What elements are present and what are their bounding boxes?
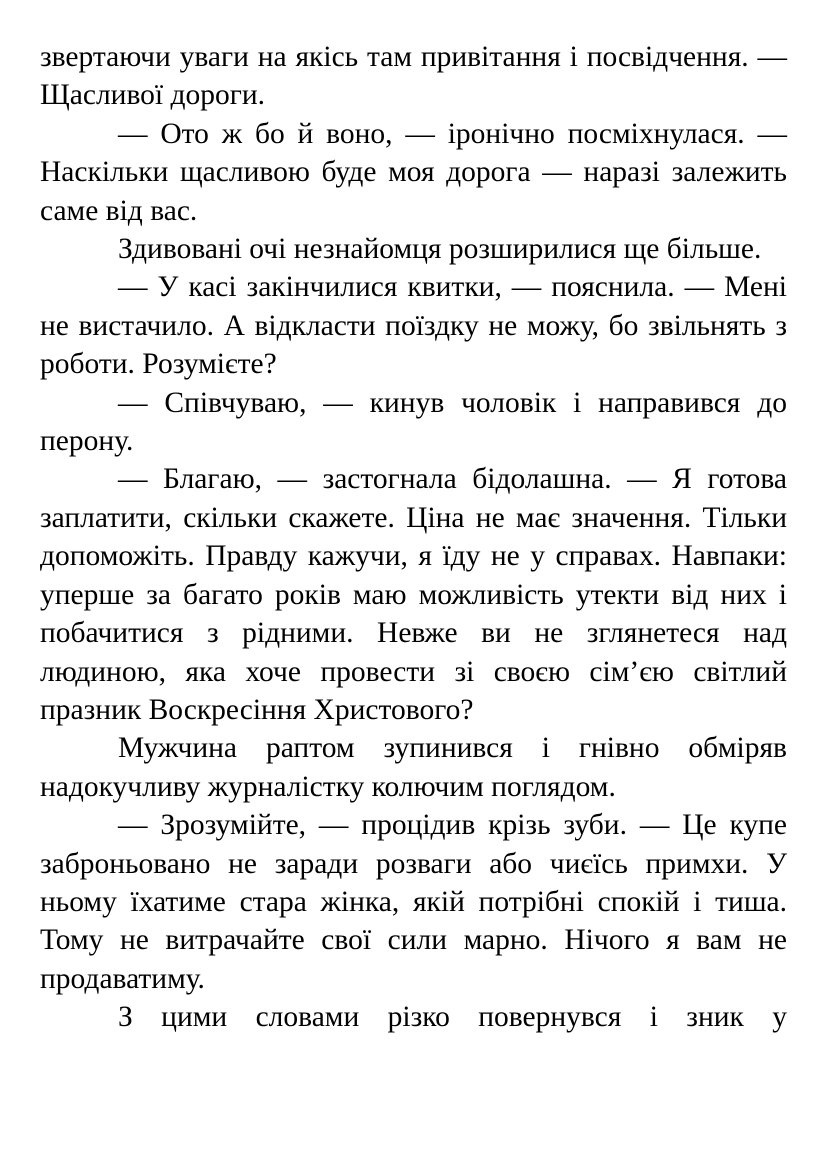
paragraph-7: Мужчина раптом зупинився і гнівно обміряв надокучливу журналістку колючим поглядом. bbox=[40, 732, 787, 803]
document-page bbox=[40, 38, 787, 1037]
paragraph-1: звертаючи уваги на якісь там привітання і посвідчення. — Щасливої дороги. bbox=[40, 41, 787, 112]
paragraph-6: — Благаю, — застогнала бідолашна. — Я готова заплатити, скільки скажете. Ціна не має значення. Тільки допоможіть. Правду кажучи, я їду не у справах. Навпаки: уперше за багато років маю можливість утекти від них і побачитися з рідними. Невже ви не зглянетеся над людиною, яка хоче провести зі своєю сім’єю світлий празник Воскресіння Христового? bbox=[40, 463, 787, 726]
paragraph-3: Здивовані очі незнайомця розширилися ще більше. bbox=[118, 233, 762, 266]
paragraph-5: — Співчуваю, — кинув чоловік і направився до перону. bbox=[40, 386, 787, 458]
paragraph-9: З цими словами різко повернувся і зник у bbox=[118, 1001, 787, 1034]
paragraph-4: — У касі закінчилися квитки, — пояснила. — Мені не вистачило. А відкласти поїздку не можу, бо звільнять з роботи. Розумієте? bbox=[40, 271, 787, 381]
paragraph-2: — Ото ж бо й воно, — іронічно посміхнулася. — Наскільки щасливою буде моя дорога — наразі залежить саме від вас. bbox=[40, 117, 787, 227]
paragraph-8: — Зрозумійте, — процідив крізь зуби. — Це купе заброньовано не заради розваги або чиєїсь примхи. У ньому їхатиме стара жінка, якій потрібні спокій і тиша. Тому не витрачайте свої сили марно. Нічого я вам не продаватиму. bbox=[40, 809, 787, 995]
